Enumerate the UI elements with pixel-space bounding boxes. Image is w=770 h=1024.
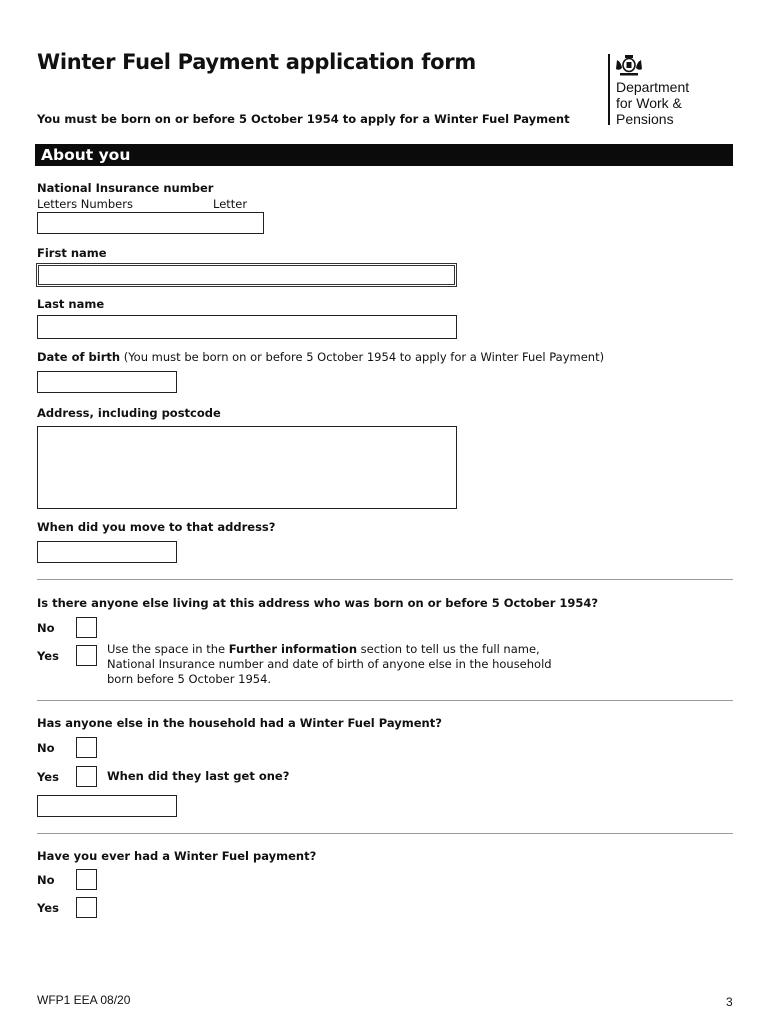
dob-label-text: Date of birth xyxy=(37,350,121,364)
q1-question: Is there anyone else living at this address who was born on or before 5 October 1954? xyxy=(37,596,599,610)
last-name-label: Last name xyxy=(37,297,105,311)
divider xyxy=(37,700,733,701)
q3-no-checkbox[interactable] xyxy=(76,869,97,890)
dwp-logo xyxy=(608,54,728,126)
last-name-field[interactable] xyxy=(37,315,457,339)
first-name-field[interactable] xyxy=(36,263,457,287)
ni-number-label: National Insurance number xyxy=(37,181,214,195)
page-number: 3 xyxy=(726,995,733,1009)
move-date-label: When did you move to that address? xyxy=(37,520,276,534)
q2-no-checkbox[interactable] xyxy=(76,737,97,758)
ni-letter-hint: Letter xyxy=(213,197,248,211)
dept-name-line-2: for Work & xyxy=(616,95,682,111)
move-date-field[interactable] xyxy=(37,541,177,563)
q3-yes-label: Yes xyxy=(37,901,59,915)
q1-note-text: Use the space in the xyxy=(107,642,229,656)
dob-field[interactable] xyxy=(37,371,177,393)
dept-name-line-3: Pensions xyxy=(616,111,674,127)
eligibility-note: You must be born on or before 5 October 1954 to apply for a Winter Fuel Payment xyxy=(37,112,570,126)
divider xyxy=(37,833,733,834)
q3-question: Have you ever had a Winter Fuel payment? xyxy=(37,849,317,863)
q1-no-label: No xyxy=(37,621,55,635)
q2-question: Has anyone else in the household had a Winter Fuel Payment? xyxy=(37,716,442,730)
q2-followup-label: When did they last get one? xyxy=(107,769,290,783)
q1-no-checkbox[interactable] xyxy=(76,617,97,638)
first-name-label: First name xyxy=(37,246,107,260)
q2-no-label: No xyxy=(37,741,55,755)
further-information-ref: Further information xyxy=(228,642,358,656)
form-title: Winter Fuel Payment application form xyxy=(37,50,476,74)
q2-yes-checkbox[interactable] xyxy=(76,766,97,787)
royal-crest-icon xyxy=(614,54,644,78)
form-code: WFP1 EEA 08/20 xyxy=(37,993,131,1007)
q3-no-label: No xyxy=(37,873,55,887)
dept-name-line-1: Department xyxy=(616,79,690,95)
dob-label xyxy=(37,350,604,364)
q3-yes-checkbox[interactable] xyxy=(76,897,97,918)
q1-yes-checkbox[interactable] xyxy=(76,645,97,666)
logo-divider xyxy=(608,54,610,125)
dob-hint: (You must be born on or before 5 October 1954 to apply for a Winter Fuel Payment) xyxy=(120,350,605,364)
q2-yes-label: Yes xyxy=(37,770,59,784)
q1-yes-note xyxy=(107,642,567,687)
address-label: Address, including postcode xyxy=(37,406,221,420)
q1-yes-label: Yes xyxy=(37,649,59,663)
section-header-about-you: About you xyxy=(35,144,733,166)
divider xyxy=(37,579,733,580)
ni-number-field[interactable] xyxy=(37,212,264,234)
address-field[interactable] xyxy=(37,426,457,509)
q1-note-text-cont: section to tell us the full name, National Insurance number and date of birth of anyone else in the household born before 5 October 1954. xyxy=(107,642,552,686)
q2-last-payment-field[interactable] xyxy=(37,795,177,817)
ni-letters-numbers-hint: Letters Numbers xyxy=(37,197,133,211)
